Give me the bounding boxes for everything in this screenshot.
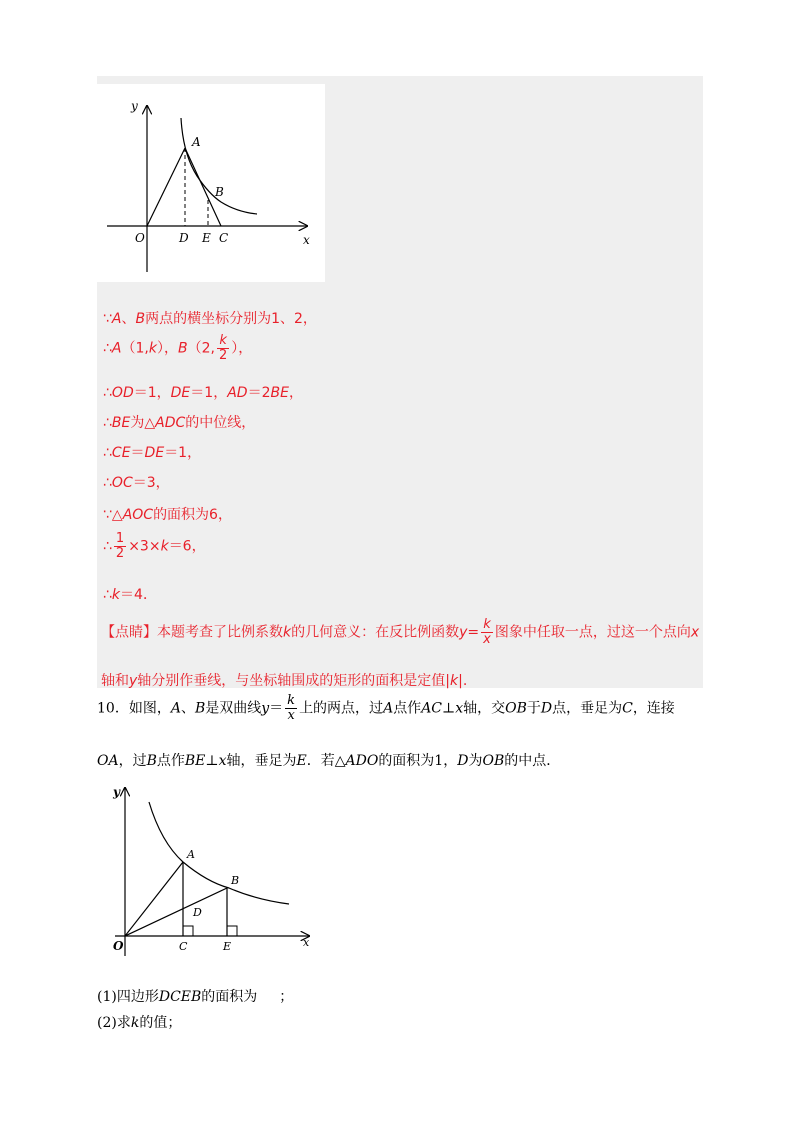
figure-2 — [97, 780, 317, 958]
figure-2-svg — [97, 780, 317, 958]
label-y: y — [131, 99, 138, 113]
figure-1 — [97, 84, 325, 282]
solution-block — [97, 76, 703, 688]
solution-line-6: ∴OC＝3， — [103, 475, 170, 491]
segment-OA — [147, 148, 185, 226]
segment-OA-2 — [125, 862, 183, 936]
right-angle-mark-E — [227, 926, 237, 936]
solution-line-2: ∴A（1,k），B（2, $\frac{k}{2}$ ）， — [103, 333, 253, 363]
sub-question-2: (2)求k的值； — [97, 1015, 182, 1031]
label-E: E — [202, 231, 211, 245]
solution-line-7: ∵△AOC的面积为6， — [103, 507, 232, 523]
label-A-2: A — [187, 848, 195, 861]
hyperbola-curve-2 — [149, 802, 289, 904]
tip-line-1: 【点睛】本题考查了比例系数k的几何意义：在反比例函数y= $\frac{k}{x}$ 图象中任取一点，过这一个点向x — [101, 617, 700, 647]
label-O: O — [135, 231, 145, 245]
solution-line-1: ∵A、B两点的横坐标分别为1、2， — [103, 311, 317, 327]
label-C: C — [219, 231, 229, 245]
label-x-2: x — [303, 936, 310, 949]
segment-OB — [125, 888, 227, 936]
label-D: D — [179, 231, 189, 245]
label-O-2: O — [113, 939, 124, 953]
tip-line-2: 轴和y轴分别作垂线，与坐标轴围成的矩形的面积是定值|k|. — [101, 673, 468, 689]
label-A: A — [192, 135, 201, 149]
solution-line-5: ∴CE＝DE＝1， — [103, 445, 202, 461]
question-10-line-2: OA，过B点作BE⊥x轴，垂足为E．若△ADO的面积为1，D为OB的中点． — [97, 753, 561, 769]
solution-line-4: ∴BE为△ADC的中位线， — [103, 415, 256, 431]
solution-line-9: ∴k＝4． — [103, 587, 157, 603]
right-angle-mark-C — [183, 926, 193, 936]
solution-line-3: ∴OD＝1，DE＝1，AD＝2BE， — [103, 385, 303, 401]
label-E-2: E — [223, 940, 232, 953]
sub-question-1: (1)四边形DCEB的面积为 ； — [97, 989, 294, 1005]
label-y-2: y — [113, 785, 120, 799]
hyperbola-curve — [181, 118, 257, 214]
label-B: B — [215, 185, 224, 199]
label-D-2: D — [193, 906, 202, 919]
figure-1-svg — [97, 84, 325, 282]
fraction-k-over-x-tip: $\frac{k}{x}$ — [483, 617, 491, 647]
label-C-2: C — [179, 940, 188, 953]
fraction-k-over-x-question: $\frac{k}{x}$ — [287, 693, 296, 723]
fraction-k-over-2: $\frac{k}{2}$ — [218, 333, 228, 363]
label-x: x — [303, 233, 310, 247]
fraction-1-over-2: $\frac{1}{2}$ — [115, 531, 125, 561]
label-B-2: B — [231, 874, 240, 887]
question-10-line-1: 10．如图，A、B是双曲线y＝ $\frac{k}{x}$ 上的两点，过A点作AC⊥x轴，交OB于D点，垂足为C，连接 — [97, 693, 675, 723]
solution-line-8: ∴ $\frac{1}{2}$ ×3×k＝6， — [103, 531, 206, 561]
